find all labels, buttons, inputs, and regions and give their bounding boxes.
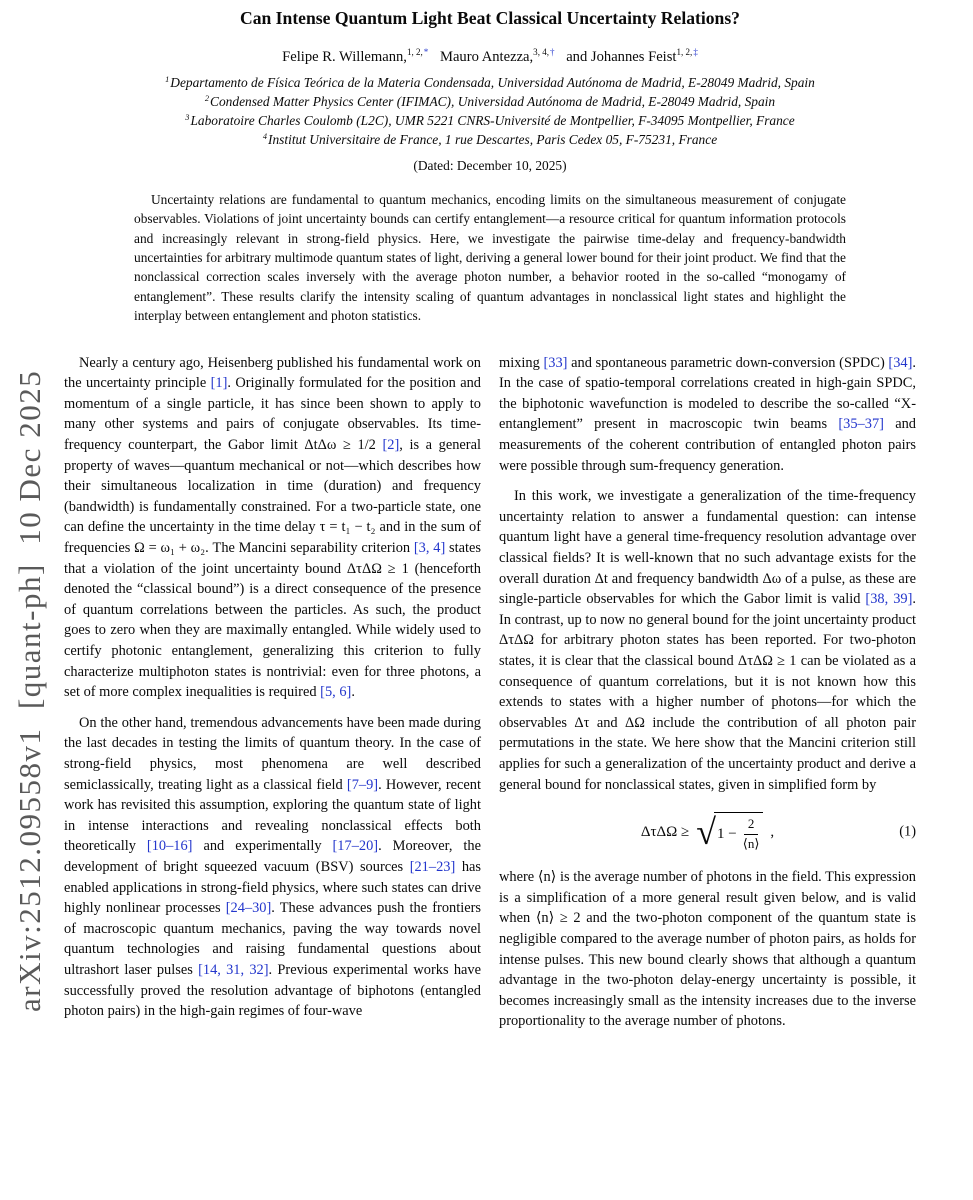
root-argument-prefix: 1 − (717, 825, 737, 842)
author-name: Mauro Antezza, (439, 49, 534, 65)
left-column (64, 353, 481, 1032)
equation-1 (499, 809, 916, 855)
affiliation-numbers: 1, 2, (406, 47, 423, 58)
citation-link[interactable]: [33] (543, 354, 568, 371)
body-paragraph: In this work, we investigate a generalization of the time-frequency uncertainty relation to answer a fundamental question: can intense quantum light have a general time-frequency resolution advantage over classical fields? It is well-known that no such advantage exists for the overall duration Δt and frequency bandwidth Δω of a pulse, as these are single-particle observables for which the Gabor limit is valid [38, 39]. In contrast, up to now no general bound for the joint uncertainty product ΔτΔΩ for arbitrary photon states has been reported. For two-photon states, it is clear that the classical bound ΔτΔΩ ≥ 1 can be violated as a consequence of quantum correlations, but it is not known how this extends to states with a higher number of photons—for which the observables Δτ and ΔΩ include the contribution of all photon pair permutations in the state. We here show that the Mancini criterion still applies for such a generalization of the uncertainty product and derive a general bound for nonclassical states, given in simplified form by (499, 488, 916, 793)
author-line (64, 49, 916, 66)
fraction (743, 816, 760, 852)
author-name: Felipe R. Willemann, (282, 49, 407, 65)
citation-link[interactable]: [38, 39] (865, 591, 913, 608)
citation-link[interactable]: [35–37] (838, 416, 884, 433)
arxiv-watermark: arXiv:2512.09558v1 [quant-ph] 10 Dec 2025 (12, 369, 47, 1012)
abstract: Uncertainty relations are fundamental to quantum mechanics, encoding limits on the simultaneous measurement of conjugate observables. Violations of joint uncertainty bounds can certify entanglement—a resource critical for quantum information protocols and increasingly relevant in strong-field physics. Here, we investigate the pairwise time-delay and frequency-bandwidth uncertainties for arbitrary multimode quantum states of light, deriving a general lower bound for their joint product. We find that the nonclassical correction scales inversely with the average photon number, a behavior rooted in the so-called “monogamy of entanglement”. These results clarify the intensity scaling of quantum advantages in nonclassical light states and highlight the interplay between entanglement and photon statistics. (134, 191, 846, 324)
body-paragraph: Nearly a century ago, Heisenberg published his fundamental work on the uncertainty principle [1]. Originally formulated for the position and momentum of a single particle, it has since been shown to apply to many other systems and pairs of conjugate observables. Its time-frequency counterpart, the Gabor limit ΔtΔω ≥ 1/2 [2], is a general property of waves—quantum mechanical or not—which describes how their simultaneous localization in time (duration) and frequency (bandwidth) is fundamentally constrained. For a two-particle state, one can define the uncertainty in the time delay τ = t₁ − t₂ and in the sum of frequencies Ω = ω₁ + ω₂. The Mancini separability criterion [3, 4] states that a violation of the joint uncertainty bound ΔτΔΩ ≥ 1 (henceforth denoted the “classical bound”) is a direct consequence of the presence of quantum correlations between the particles. As such, the product goes to zero when they are maximally entangled. While widely used to certify photonic entanglement, generalizing this criterion to fully characterize multiphoton states is nontrivial: even for three photons, a set of more complex inequalities is required [5, 6]. (64, 354, 481, 701)
date-line: (Dated: December 10, 2025) (413, 157, 567, 173)
footnote-symbol[interactable]: ‡ (693, 47, 698, 58)
citation-link[interactable]: [24–30] (225, 900, 272, 917)
citation-link[interactable]: [3, 4] (413, 540, 446, 557)
citation-link[interactable]: [1] (210, 375, 228, 392)
footnote-symbol[interactable]: * (423, 47, 429, 58)
root-argument (714, 812, 763, 852)
body-columns (64, 353, 916, 1032)
author-superscript (533, 47, 554, 57)
affiliations (64, 73, 916, 150)
citation-link[interactable]: [14, 31, 32] (198, 961, 269, 978)
author (566, 49, 698, 65)
right-column (499, 353, 916, 1032)
author-name: and Johannes Feist (566, 49, 677, 65)
author-superscript (407, 47, 428, 57)
equation-comma: , (770, 823, 775, 840)
radical-sign: √ (696, 812, 717, 853)
fraction-numerator: 2 (744, 816, 759, 834)
affiliation-numbers: 1, 2, (676, 47, 693, 58)
author (282, 49, 428, 65)
affiliation-line: $^3$Laboratoire Charles Coulomb (L2C), UMR 5221 CNRS-Université de Montpellier, F-34095 Montpellier, France (185, 112, 795, 129)
author-superscript (676, 47, 697, 57)
citation-link[interactable]: [5, 6] (320, 684, 352, 701)
fraction-denominator: ⟨n⟩ (742, 835, 760, 851)
equation-body (641, 812, 774, 852)
author (440, 49, 555, 65)
citation-link[interactable]: [10–16] (146, 838, 193, 855)
square-root (696, 812, 763, 852)
citation-link[interactable]: [7–9] (346, 776, 379, 793)
equation-number: (1) (899, 823, 916, 840)
paper-content (64, 8, 916, 1032)
citation-link[interactable]: [2] (382, 437, 400, 454)
affiliation-line: $^4$Institut Universitaire de France, 1 rue Descartes, Paris Cedex 05, F-75231, France (262, 132, 718, 148)
paper-title: Can Intense Quantum Light Beat Classical Uncertainty Relations? (240, 8, 740, 28)
body-paragraph: where ⟨n⟩ is the average number of photons in the field. This expression is a simplification of a more general result given below, and is valid when ⟨n⟩ ≥ 2 and the two-photon component of the quantum state is negligible compared to the average number of photon pairs, as holds for intense pulses. This new bound clearly shows that although a quantum advantage in the two-photon delay-energy uncertainty is possible, it becomes increasingly small as the intensity increases due to the inverse proportionality to the average number of photons. (499, 869, 916, 1030)
body-paragraph: mixing [33] and spontaneous parametric down-conversion (SPDC) [34]. In the case of spatio-temporal correlations created in high-gain SPDC, the biphotonic wavefunction is modeled to describe the so-called “X-entanglement” present in macroscopic twin beams [35–37] and measurements of the coherent contribution of entangled photon pairs were possible through sum-frequency generation. (499, 354, 916, 474)
affiliation-line: $^1$Departamento de Física Teórica de la Materia Condensada, Universidad Autónoma de Madrid, E-28049 Madrid, Spain (165, 74, 815, 90)
equation-lhs: ΔτΔΩ ≥ (640, 823, 690, 840)
citation-link[interactable]: [21–23] (409, 858, 456, 875)
citation-link[interactable]: [34] (888, 354, 913, 371)
citation-link[interactable]: [17–20] (332, 838, 379, 855)
affiliation-line: $^2$Condensed Matter Physics Center (IFIMAC), Universidad Autónoma de Madrid, E-28049 Madrid, Spain (204, 93, 776, 110)
footnote-symbol[interactable]: † (550, 47, 555, 58)
affiliation-numbers: 3, 4, (533, 47, 550, 58)
body-paragraph: On the other hand, tremendous advancements have been made during the last decades in testing the limits of quantum theory. In the case of strong-field physics, most phenomena are well described semiclassically, treating light as a classical field [7–9]. However, recent work has revisited this assumption, exploring the quantum state of light in intense interactions and revealing nonclassical effects both theoretically [10–16] and experimentally [17–20]. Moreover, the development of bright squeezed vacuum (BSV) sources [21–23] has enabled applications in strong-field physics, where such states can drive highly nonlinear processes [24–30]. These advances push the frontiers of macroscopic quantum mechanics, paving the way towards novel quantum technologies and raising fundamental questions about ultrashort laser pulses [14, 31, 32]. Previous experimental works have successfully proved the resolution advantage of biphotons (entangled photon pairs) in the high-gain regimes of four-wave (64, 714, 481, 1020)
